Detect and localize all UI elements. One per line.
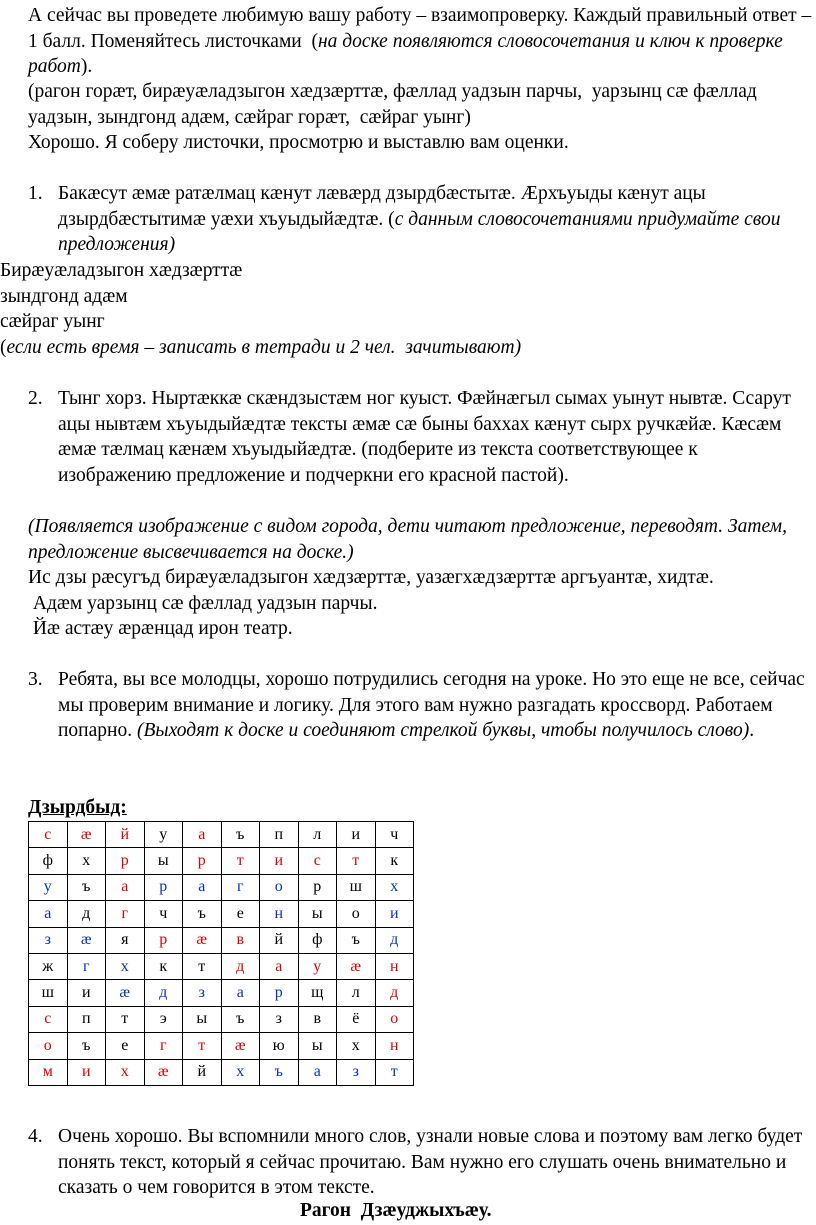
task1-note-open: ( bbox=[0, 337, 7, 358]
crossword-cell: т bbox=[337, 848, 376, 874]
crossword-cell: т bbox=[183, 953, 222, 979]
crossword-cell: з bbox=[29, 927, 68, 953]
crossword-cell: æ bbox=[221, 1033, 260, 1059]
crossword-cell: п bbox=[260, 822, 299, 848]
crossword-cell: а bbox=[298, 1059, 337, 1085]
crossword-cell: г bbox=[144, 1033, 183, 1059]
crossword-cell: ф bbox=[298, 927, 337, 953]
crossword-cell: ш bbox=[29, 980, 68, 1006]
task1-note bbox=[0, 335, 521, 361]
crossword-cell: е bbox=[221, 901, 260, 927]
task2-text: Тынг хорз. Ныртæккæ скæндзыстæм ног куыст. Фæйнæгыл сымах уынут нывтæ. Ссарут ацы нывтæм хъуыдыйæдтæ тексты æмæ сæ быны баххах кæнут сырх ручкæйæ. Кæсæм æмæ тæлмац кæнæм хъуыдыйæдтæ. (подберите из текста соответствующее к изображению предложение и подчеркни его красной пастой). bbox=[58, 388, 791, 486]
task3-text bbox=[58, 667, 810, 744]
task3-body: Ребята, вы все молодцы, хорошо потрудились сегодня на уроке. Но это еще не все, сейчас мы проверим внимание и логику. Для этого вам нужно разгадать кроссворд. Работаем попарно. bbox=[58, 669, 805, 741]
crossword-cell: æ bbox=[67, 822, 106, 848]
crossword-cell: у bbox=[29, 874, 68, 900]
crossword-cell: с bbox=[298, 848, 337, 874]
crossword-cell: а bbox=[183, 822, 222, 848]
crossword-cell: т bbox=[375, 1059, 414, 1085]
crossword-cell: д bbox=[375, 980, 414, 1006]
crossword-cell: к bbox=[144, 953, 183, 979]
crossword-cell: ч bbox=[375, 822, 414, 848]
crossword-grid bbox=[28, 821, 414, 1086]
crossword-cell: з bbox=[260, 1006, 299, 1032]
crossword-cell: у bbox=[298, 953, 337, 979]
crossword-cell: ф bbox=[29, 848, 68, 874]
crossword-cell: в bbox=[221, 927, 260, 953]
crossword-cell: х bbox=[106, 1059, 145, 1085]
crossword-cell: о bbox=[260, 874, 299, 900]
intro-text-end: ). bbox=[80, 56, 93, 77]
task4-text: Очень хорошо. Вы вспомнили много слов, узнали новые слова и поэтому вам легко будет понять текст, который я сейчас прочитаю. Вам нужно его слушать очень внимательно и сказать о чем говорится в этом тексте. bbox=[58, 1126, 803, 1198]
crossword-cell: р bbox=[183, 848, 222, 874]
crossword-cell: ъ bbox=[221, 1006, 260, 1032]
task1-italic: с данным словосочетаниями придумайте свои предложения) bbox=[58, 208, 781, 255]
task3-end: . bbox=[749, 720, 755, 741]
crossword-cell: а bbox=[106, 874, 145, 900]
crossword-cell: х bbox=[375, 874, 414, 900]
crossword-cell: а bbox=[260, 953, 299, 979]
crossword-cell: и bbox=[337, 822, 376, 848]
crossword-cell: р bbox=[260, 980, 299, 1006]
crossword-row bbox=[29, 1033, 414, 1059]
crossword-cell: у bbox=[144, 822, 183, 848]
crossword-title: Дзырдбыд: bbox=[28, 797, 127, 818]
task2-sentence-3: Йæ астæу æрæнцад ирон театр. bbox=[28, 618, 293, 639]
crossword-cell: а bbox=[183, 874, 222, 900]
phrase-1: Бирæуæладзыгон хæдзæрттæ bbox=[0, 260, 243, 281]
crossword-cell: д bbox=[67, 901, 106, 927]
crossword-cell: и bbox=[67, 980, 106, 1006]
crossword-cell: э bbox=[144, 1006, 183, 1032]
crossword-cell: г bbox=[221, 874, 260, 900]
crossword-cell: ы bbox=[144, 848, 183, 874]
task1-note-italic: если есть время – записать в тетради и 2 чел. зачитывают) bbox=[6, 337, 522, 358]
crossword-cell: щ bbox=[298, 980, 337, 1006]
crossword-cell: й bbox=[106, 822, 145, 848]
crossword-cell: ъ bbox=[260, 1059, 299, 1085]
crossword-cell: ъ bbox=[337, 927, 376, 953]
crossword-cell: д bbox=[221, 953, 260, 979]
crossword-cell: ё bbox=[337, 1006, 376, 1032]
crossword-cell: р bbox=[106, 848, 145, 874]
crossword-cell: г bbox=[67, 953, 106, 979]
crossword-cell: и bbox=[375, 901, 414, 927]
crossword-cell: ы bbox=[298, 1033, 337, 1059]
crossword-row bbox=[29, 874, 414, 900]
task2-sentence-1: Ис дзы рæсугъд бирæуæладзыгон хæдзæрттæ, уазæгхæдзæрттæ аргъуантæ, хидтæ. bbox=[28, 567, 714, 588]
crossword-cell: с bbox=[29, 822, 68, 848]
crossword-row bbox=[29, 953, 414, 979]
text-heading: Рагон Дзæуджыхъæу. bbox=[300, 1200, 492, 1221]
task2-note: (Появляется изображение с видом города, дети читают предложение, переводят. Затем, предложение высвечивается на доске.) bbox=[28, 516, 792, 563]
crossword-cell: х bbox=[221, 1059, 260, 1085]
task4-number: 4. bbox=[28, 1126, 43, 1147]
task2-number: 2. bbox=[28, 388, 43, 409]
crossword-cell: к bbox=[375, 848, 414, 874]
crossword-cell: е bbox=[106, 1033, 145, 1059]
crossword-cell: р bbox=[298, 874, 337, 900]
crossword-row bbox=[29, 1059, 414, 1085]
crossword-cell: й bbox=[260, 927, 299, 953]
crossword-cell: т bbox=[221, 848, 260, 874]
crossword-grid-body bbox=[29, 822, 414, 1086]
intro-italic-note: на доске появляются словосочетания и ключ к проверке работ bbox=[28, 30, 788, 77]
task3-italic: (Выходят к доске и соединяют стрелкой буквы, чтобы получилось слово) bbox=[136, 720, 750, 741]
crossword-cell: ч bbox=[144, 901, 183, 927]
task1-text bbox=[58, 181, 810, 258]
crossword-cell: а bbox=[29, 901, 68, 927]
crossword-cell: ш bbox=[337, 874, 376, 900]
intro-paragraph bbox=[28, 3, 816, 80]
crossword-cell: т bbox=[183, 1033, 222, 1059]
crossword-row bbox=[29, 901, 414, 927]
crossword-cell: л bbox=[298, 822, 337, 848]
crossword-cell: л bbox=[337, 980, 376, 1006]
crossword-row bbox=[29, 822, 414, 848]
crossword-cell: ы bbox=[183, 1006, 222, 1032]
crossword-cell: ъ bbox=[183, 901, 222, 927]
crossword-cell: о bbox=[29, 1033, 68, 1059]
crossword-cell: й bbox=[183, 1059, 222, 1085]
crossword-cell: я bbox=[106, 927, 145, 953]
crossword-cell: ъ bbox=[67, 1033, 106, 1059]
task3-number: 3. bbox=[28, 669, 43, 690]
crossword-cell: с bbox=[29, 1006, 68, 1032]
crossword-cell: д bbox=[144, 980, 183, 1006]
crossword-cell: н bbox=[375, 1033, 414, 1059]
crossword-cell: д bbox=[375, 927, 414, 953]
phrase-3: сæйраг уынг bbox=[0, 311, 105, 332]
crossword-cell: р bbox=[144, 874, 183, 900]
task2-sentence-2: Адæм уарзынц сæ фæллад уадзын парчы. bbox=[28, 593, 378, 614]
crossword-cell: ю bbox=[260, 1033, 299, 1059]
answer-key: (рагон горæт, бирæуæладзыгон хæдзæрттæ, фæллад уадзын парчы, уарзынц сæ фæллад уадзын, зындгонд адæм, сæйраг горæт, сæйраг уынг) bbox=[28, 81, 762, 128]
crossword-cell: æ bbox=[144, 1059, 183, 1085]
crossword-cell: г bbox=[106, 901, 145, 927]
phrase-2: зындгонд адæм bbox=[0, 286, 128, 307]
crossword-cell: æ bbox=[183, 927, 222, 953]
crossword-cell: ы bbox=[298, 901, 337, 927]
crossword-row bbox=[29, 848, 414, 874]
crossword-cell: х bbox=[106, 953, 145, 979]
crossword-cell: х bbox=[337, 1033, 376, 1059]
crossword-cell: н bbox=[375, 953, 414, 979]
task1-body: Бакæсут æмæ ратæлмац кæнут лæвæрд дзырдбæстытæ. Æрхъуыды кæнут ацы дзырдбæстытимæ уæхи хъуыдыйæдтæ. ( bbox=[58, 183, 706, 230]
crossword-cell: æ bbox=[106, 980, 145, 1006]
crossword-cell: з bbox=[337, 1059, 376, 1085]
crossword-cell: и bbox=[260, 848, 299, 874]
crossword-cell: æ bbox=[67, 927, 106, 953]
crossword-cell: н bbox=[260, 901, 299, 927]
crossword-cell: ъ bbox=[221, 822, 260, 848]
crossword-cell: и bbox=[67, 1059, 106, 1085]
intro-text: А сейчас вы проведете любимую вашу работу – взаимопроверку. Каждый правильный ответ – 1 балл. Поменяйтесь листочками ( bbox=[28, 5, 816, 52]
crossword-cell: р bbox=[144, 927, 183, 953]
crossword-cell: п bbox=[67, 1006, 106, 1032]
crossword-cell: в bbox=[298, 1006, 337, 1032]
crossword-cell: æ bbox=[337, 953, 376, 979]
crossword-cell: а bbox=[221, 980, 260, 1006]
crossword-cell: ъ bbox=[67, 874, 106, 900]
collect-sheets-text: Хорошо. Я соберу листочки, просмотрю и выставлю вам оценки. bbox=[28, 132, 569, 153]
crossword-cell: т bbox=[106, 1006, 145, 1032]
crossword-cell: о bbox=[337, 901, 376, 927]
crossword-cell: з bbox=[183, 980, 222, 1006]
task1-number: 1. bbox=[28, 183, 43, 204]
crossword-cell: о bbox=[375, 1006, 414, 1032]
crossword-row bbox=[29, 927, 414, 953]
crossword-cell: м bbox=[29, 1059, 68, 1085]
crossword-cell: х bbox=[67, 848, 106, 874]
crossword-row bbox=[29, 980, 414, 1006]
crossword-cell: ж bbox=[29, 953, 68, 979]
crossword-row bbox=[29, 1006, 414, 1032]
